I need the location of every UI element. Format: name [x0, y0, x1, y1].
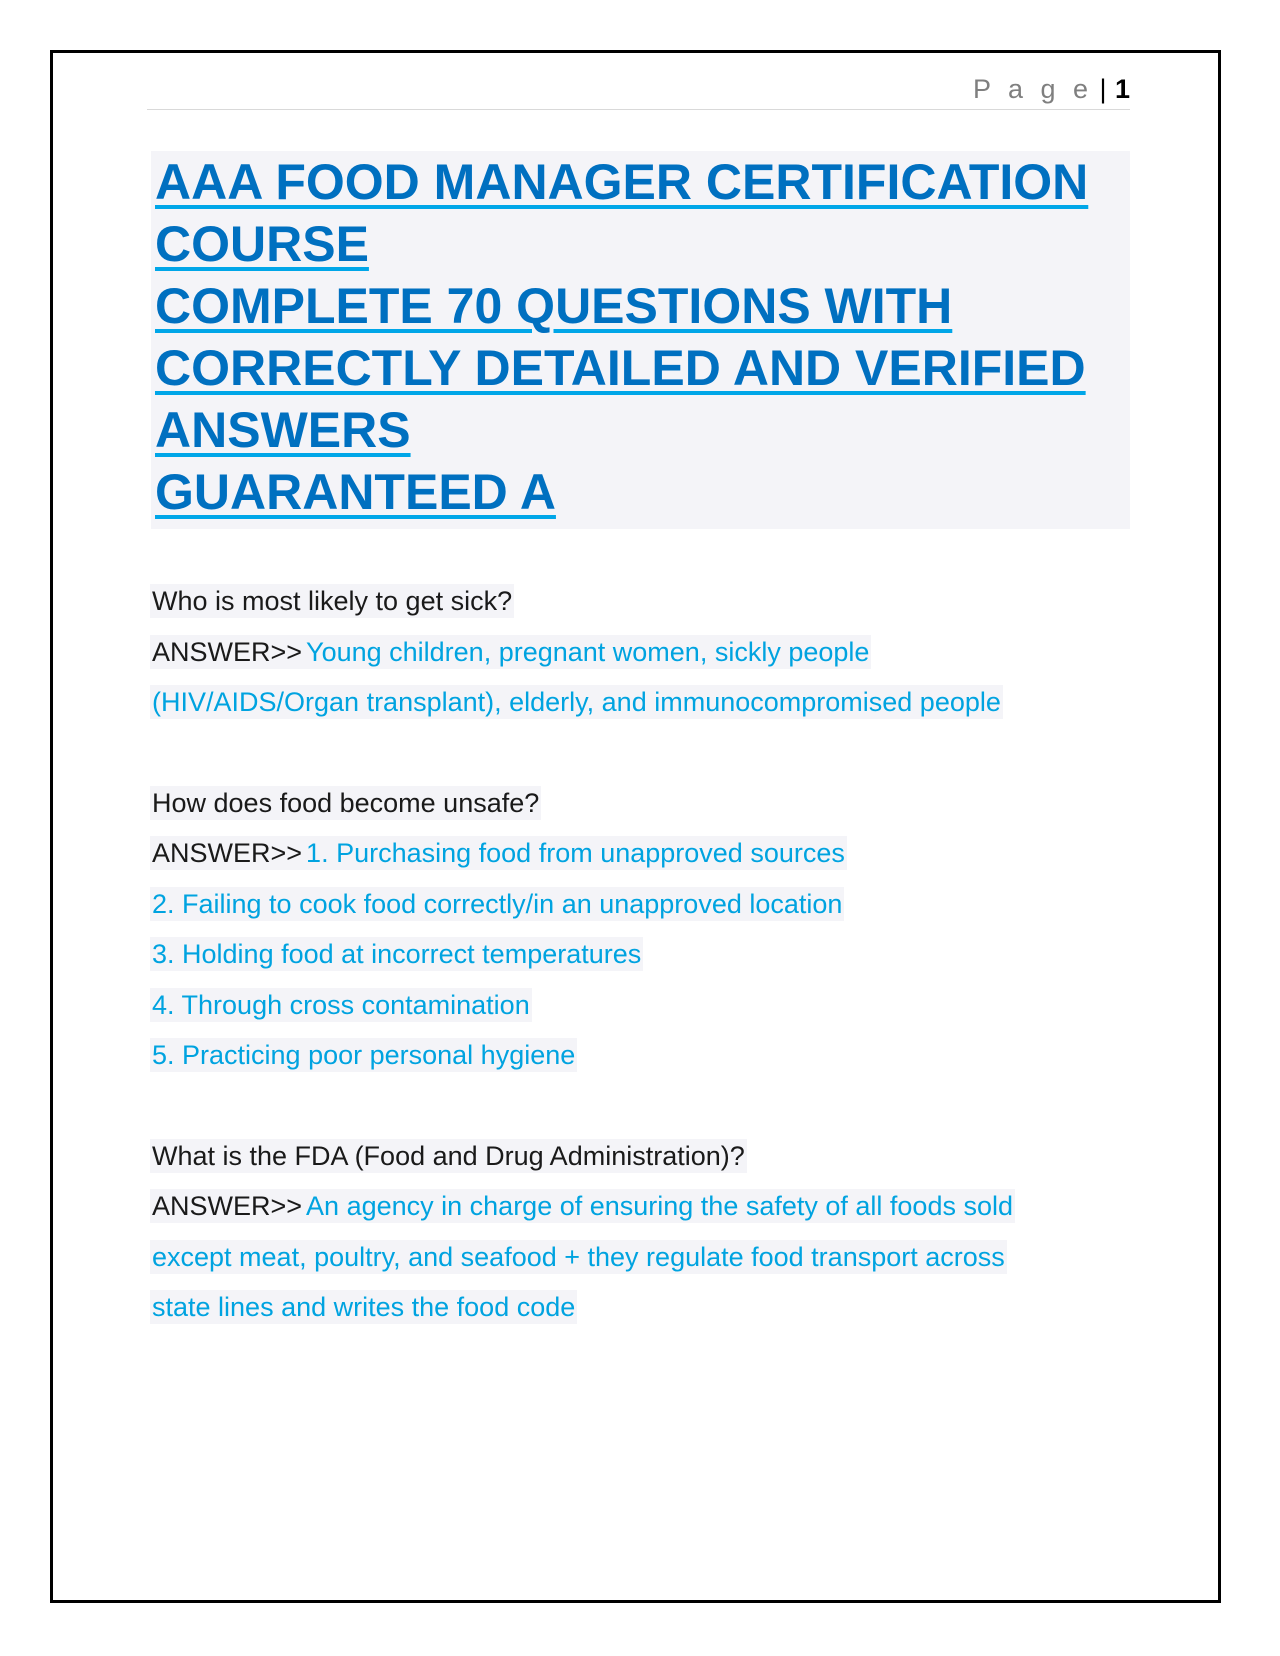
qa-item [150, 1131, 1090, 1333]
question-text: How does food become unsafe? [152, 787, 540, 818]
answer-prefix: ANSWER>> [152, 1191, 303, 1221]
title-line: ANSWERS [155, 402, 411, 458]
question-text: Who is most likely to get sick? [152, 586, 513, 616]
answer-text: (HIV/AIDS/Organ transplant), elderly, and immunocompromised people [152, 687, 1001, 717]
qa-item [150, 778, 1090, 1081]
title-line: COURSE [155, 216, 369, 272]
answer-text: 3. Holding food at incorrect temperatures [152, 939, 642, 969]
page-number: 1 [1114, 74, 1130, 104]
page-header [147, 74, 1130, 110]
title-line: CORRECTLY DETAILED AND VERIFIED [155, 340, 1086, 396]
answer-text: state lines and writes the food code [152, 1292, 576, 1322]
answer-text: An agency in charge of ensuring the safety of all foods sold [306, 1191, 1013, 1221]
title-line: COMPLETE 70 QUESTIONS WITH [155, 278, 953, 334]
answer-text: Young children, pregnant women, sickly people [306, 636, 870, 667]
answer-prefix: ANSWER>> [152, 838, 303, 868]
answer-text: 4. Through cross contamination [152, 989, 530, 1020]
document-title [151, 151, 1130, 529]
answer-text: 1. Purchasing food from unapproved sources [306, 838, 845, 868]
title-line: AAA FOOD MANAGER CERTIFICATION [155, 154, 1089, 210]
page-separator: | [1099, 74, 1107, 104]
page-label: P a g e [972, 74, 1094, 104]
title-line: GUARANTEED A [155, 464, 556, 520]
answer-text: 5. Practicing poor personal hygiene [152, 1040, 576, 1070]
qa-item [150, 576, 1090, 728]
qa-content [150, 576, 1090, 1383]
answer-prefix: ANSWER>> [152, 636, 303, 667]
answer-text: except meat, poultry, and seafood + they regulate food transport across [152, 1241, 1005, 1272]
answer-text: 2. Failing to cook food correctly/in an unapproved location [152, 888, 843, 919]
question-text: What is the FDA (Food and Drug Administration)? [152, 1140, 745, 1171]
